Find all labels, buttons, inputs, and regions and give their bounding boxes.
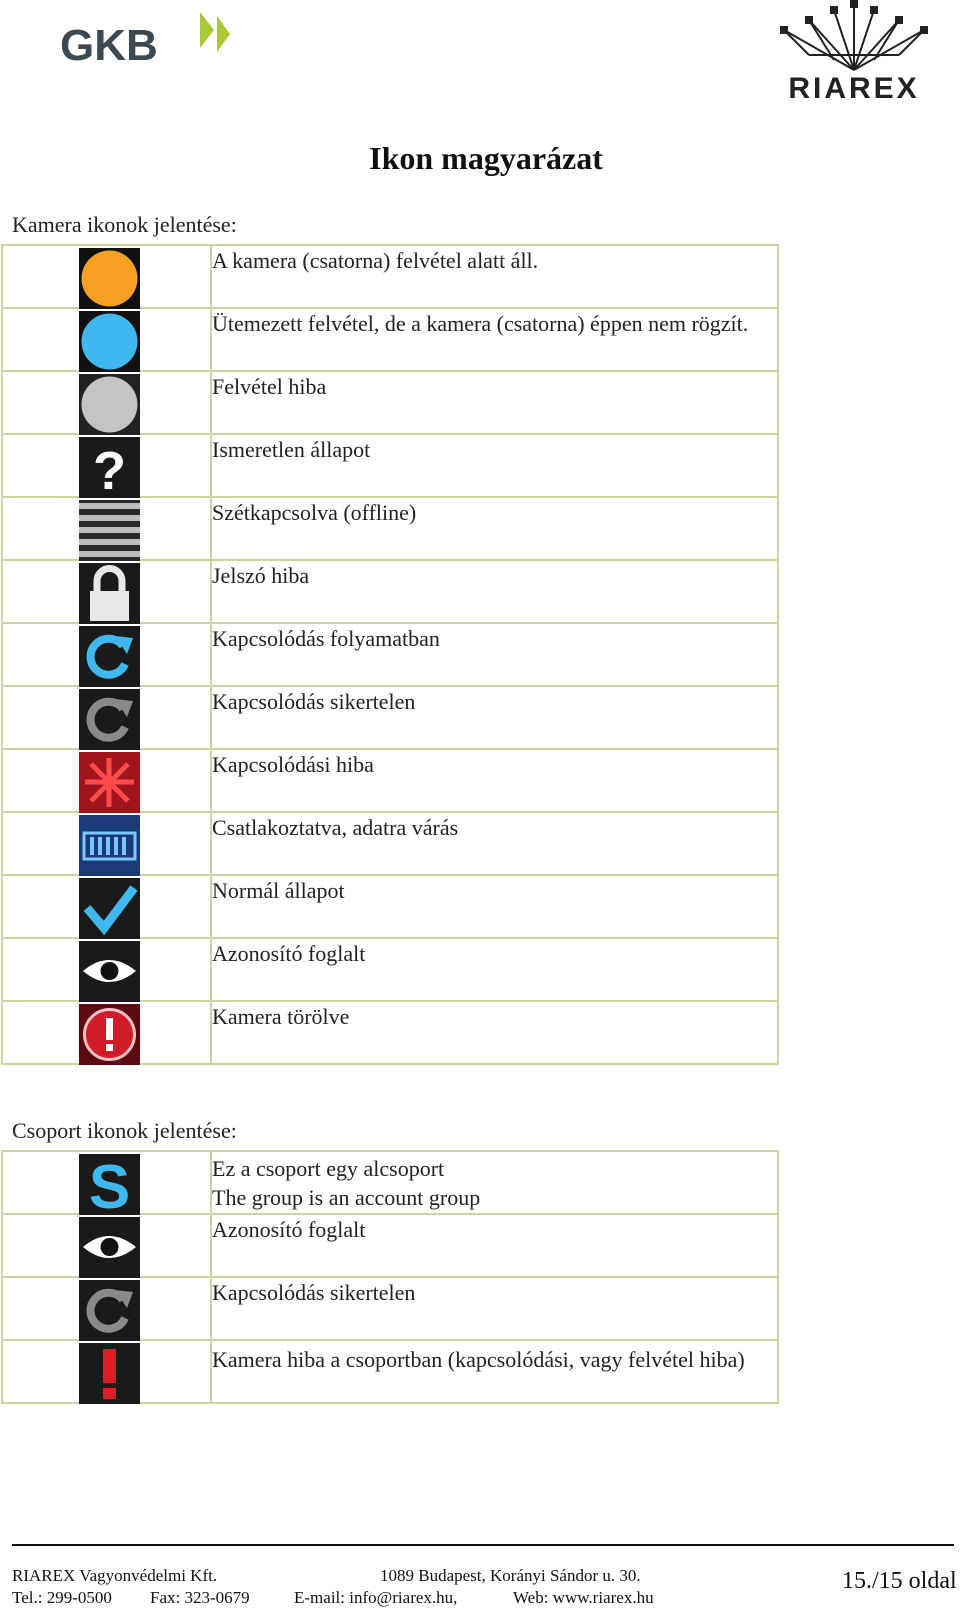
gkb-logo xyxy=(50,8,240,80)
icon-description: Ismeretlen állapot xyxy=(211,434,778,497)
table-row xyxy=(2,1277,778,1340)
camera-section-label: Kamera ikonok jelentése: xyxy=(12,212,237,237)
icon-description: Kapcsolódás sikertelen xyxy=(211,1277,778,1340)
question-mark-icon xyxy=(79,437,140,498)
page-number: 15./15 oldal xyxy=(842,1568,957,1594)
table-row xyxy=(2,371,778,434)
page-title: Ikon magyarázat xyxy=(369,140,603,176)
footer-phone: Tel.: 299-0500 xyxy=(12,1588,112,1607)
eye-icon xyxy=(79,1217,140,1278)
table-row xyxy=(2,812,778,875)
description-line: The group is an account group xyxy=(212,1185,481,1210)
table-row xyxy=(2,1001,778,1064)
icon-description: Szétkapcsolva (offline) xyxy=(211,497,778,560)
table-row xyxy=(2,623,778,686)
footer-address: 1089 Budapest, Korányi Sándor u. 30. xyxy=(380,1566,641,1585)
icon-description: A kamera (csatorna) felvétel alatt áll. xyxy=(211,245,778,308)
description-line: Ez a csoport egy alcsoport xyxy=(212,1156,445,1181)
group-icons-table xyxy=(1,1150,779,1404)
table-row xyxy=(2,875,778,938)
footer-company: RIAREX Vagyonvédelmi Kft. xyxy=(12,1566,218,1585)
exclamation-circle-icon xyxy=(79,1004,140,1065)
table-row xyxy=(2,245,778,308)
gkb-logo-text: GKB xyxy=(60,21,158,70)
refresh-gray-icon xyxy=(79,1280,140,1341)
checkmark-icon xyxy=(79,878,140,939)
table-row xyxy=(2,749,778,812)
data-wait-icon xyxy=(79,815,140,876)
table-row xyxy=(2,686,778,749)
svg-text:S: S xyxy=(88,1154,131,1215)
refresh-gray-icon xyxy=(79,689,140,750)
table-row xyxy=(2,1151,778,1214)
table-row xyxy=(2,938,778,1001)
icon-description: Kapcsolódás sikertelen xyxy=(211,686,778,749)
refresh-blue-icon xyxy=(79,626,140,687)
group-section-label: Csoport ikonok jelentése: xyxy=(12,1118,237,1143)
gray-dot-icon xyxy=(79,374,140,435)
table-row xyxy=(2,560,778,623)
icon-description: Normál állapot xyxy=(211,875,778,938)
icon-description: Jelszó hiba xyxy=(211,560,778,623)
icon-description: Kamera törölve xyxy=(211,1001,778,1064)
lock-icon xyxy=(79,563,140,624)
table-row xyxy=(2,308,778,371)
riarex-logo xyxy=(764,0,944,106)
icon-description: Kamera hiba a csoportban (kapcsolódási, vagy felvétel hiba) xyxy=(211,1340,778,1403)
icon-description: Kapcsolódási hiba xyxy=(211,749,778,812)
icon-description: Ütemezett felvétel, de a kamera (csatorna) éppen nem rögzít. xyxy=(211,308,778,371)
icon-description: Azonosító foglalt xyxy=(211,938,778,1001)
icon-description xyxy=(211,1151,778,1214)
icon-description: Csatlakoztatva, adatra várás xyxy=(211,812,778,875)
riarex-logo-text: RIAREX xyxy=(788,72,920,105)
exclamation-red-icon xyxy=(79,1343,140,1404)
orange-dot-icon xyxy=(79,248,140,309)
icon-description: Kapcsolódás folyamatban xyxy=(211,623,778,686)
footer-fax: Fax: 323-0679 xyxy=(150,1588,250,1607)
camera-icons-table xyxy=(1,244,779,1065)
footer-divider xyxy=(12,1544,954,1546)
table-row xyxy=(2,1214,778,1277)
footer-email: E-mail: info@riarex.hu, xyxy=(294,1588,458,1607)
connection-error-icon xyxy=(79,752,140,813)
icon-description: Felvétel hiba xyxy=(211,371,778,434)
blue-dot-icon xyxy=(79,311,140,372)
svg-text:?: ? xyxy=(93,441,126,498)
s-letter-icon xyxy=(79,1154,140,1215)
eye-icon xyxy=(79,941,140,1002)
icon-description: Azonosító foglalt xyxy=(211,1214,778,1277)
footer-web: Web: www.riarex.hu xyxy=(513,1588,654,1607)
table-row xyxy=(2,1340,778,1403)
table-row xyxy=(2,497,778,560)
striped-offline-icon xyxy=(79,500,140,561)
table-row xyxy=(2,434,778,497)
